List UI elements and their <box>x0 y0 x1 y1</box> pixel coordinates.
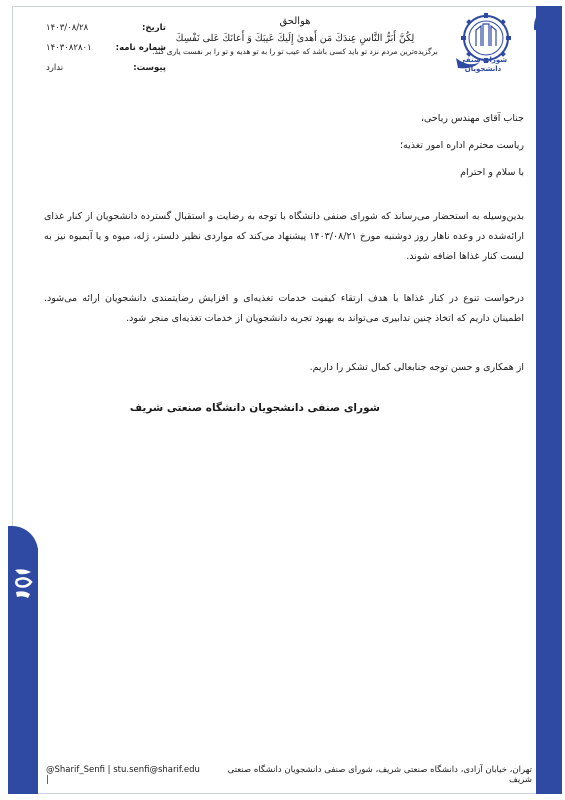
signature: شورای صنفی دانشجویان دانشگاه صنعتی شریف <box>129 402 380 414</box>
footer-contact[interactable]: @Sharif_Senfi | stu.senfi@sharif.edu | <box>46 765 200 785</box>
date-value: ۱۴۰۳/۰۸/۲۸ <box>46 23 89 33</box>
footer <box>46 765 532 785</box>
attachment-value: ندارد <box>46 63 64 73</box>
paragraph-2: درخواست تنوع در کنار غذاها با هدف ارتقاء کیفیت خدمات تغذیه‌ای و افزایش رضایتمندی دانشجویان ارائه می‌شود. اطمینان داریم که اتخاذ چنین تدابیری می‌تواند به بهبود تجربه دانشجویان از خدمات تغذیه‌ای منجر شود. <box>44 293 524 324</box>
letter-number-label: شماره نامه: <box>115 43 166 53</box>
salutation-block <box>44 105 524 186</box>
attachment-row <box>46 58 166 78</box>
date-row <box>46 18 166 38</box>
attachment-label: پیوست: <box>133 63 166 73</box>
greeting: با سلام و احترام <box>460 167 524 178</box>
hadith-translation: برگزیده‌ترین مردم نزد تو باید کسی باشد که عیب تو را به تو هدیه و تو را بر نفست یاری کند. <box>152 47 438 56</box>
hadith-text: لِكُنَّ أَبَرُّ النَّاسِ عِندَكَ مَن أَهدىٰ إِلَيكَ عَيبَكَ وَ أَعانَكَ عَلى نَفْسِكَ <box>175 33 415 44</box>
paragraph-1: بدین‌وسیله به استحضار می‌رساند که شورای صنفی دانشگاه با توجه به رضایت و استقبال گسترده دانشجویان از کنار غذای ارائه‌شده در وعده ناهار روز دوشنبه مورخ ۱۴۰۳/۰۸/۲۱ پیشنهاد می‌کند که مواردی نظیر دلستر، ژله، میوه و یا آبمیوه نیز به لیست کنار غذاها اضافه شوند. <box>44 211 524 262</box>
letter-number-value: ۱۴۰۳۰۸۲۸۰۱ <box>46 43 92 53</box>
closing-line: از همکاری و حسن توجه جنابعالی کمال تشکر را داریم. <box>309 362 524 373</box>
letter-heading <box>150 16 440 56</box>
footer-address: تهران، خیابان آزادی، دانشگاه صنعتی شریف، شورای صنفی دانشجویان دانشگاه صنعتی شریف <box>227 765 532 785</box>
council-mark-icon <box>11 566 35 602</box>
bismillah-text: هوالحق <box>279 16 311 27</box>
logo-caption <box>446 56 520 74</box>
addressee-name: جناب آقای مهندس ریاحی، <box>420 113 524 124</box>
logo-caption-line2: دانشجویان <box>464 65 502 73</box>
letter-meta <box>46 18 166 78</box>
date-label: تاریخ: <box>142 23 166 33</box>
logo-caption-line1: شورای صنفی <box>458 56 508 64</box>
right-decorative-stripe <box>536 6 562 794</box>
addressee-title: ریاست محترم اداره امور تغذیه؛ <box>400 140 524 151</box>
number-row <box>46 38 166 58</box>
